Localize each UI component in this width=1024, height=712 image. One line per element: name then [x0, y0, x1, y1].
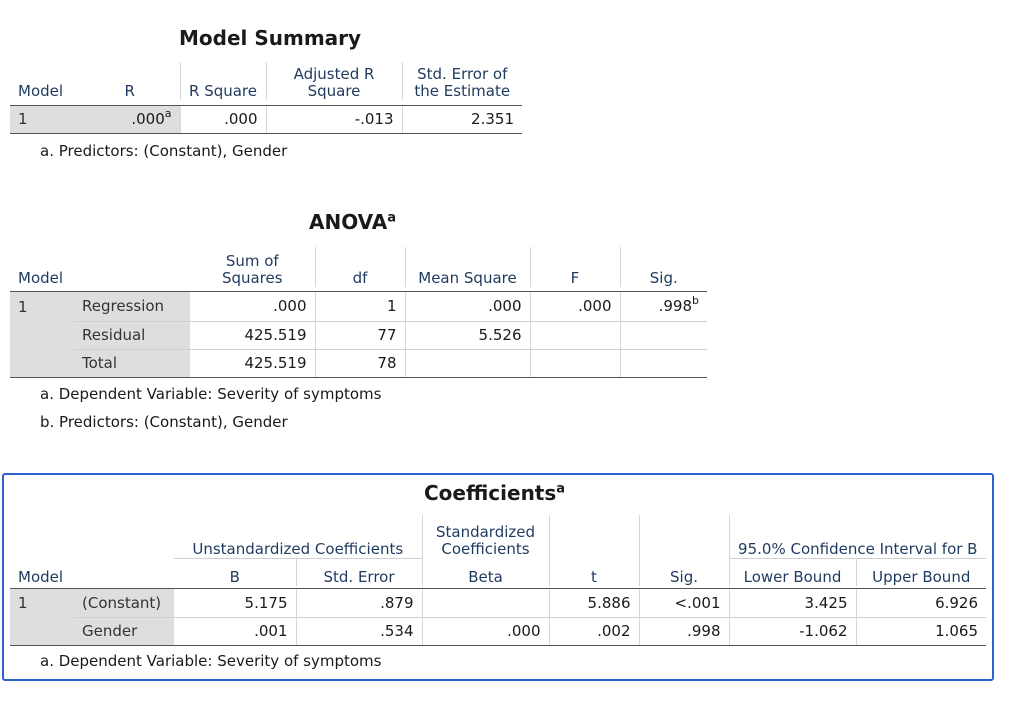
- adj-r-square-value: -.013: [266, 105, 402, 133]
- cell-f: [530, 349, 620, 377]
- header-model: Model: [18, 82, 64, 100]
- cell-sig: [620, 291, 707, 321]
- header-confidence-interval: 95.0% Confidence Interval for B: [729, 515, 986, 558]
- row-label-residual: Residual: [74, 321, 190, 349]
- header-unstandardized-coefficients: Unstandardized Coefficients: [192, 539, 404, 558]
- header-std-error-estimate: Std. Error of the Estimate: [402, 62, 522, 100]
- header-adjusted-r-square: Adjusted R Square: [266, 62, 402, 100]
- cell-beta: .000: [422, 617, 549, 645]
- cell-df: 1: [315, 291, 405, 321]
- cell-lower-bound: 3.425: [729, 588, 856, 617]
- cell-sig: [620, 349, 707, 377]
- anova-title: [309, 210, 396, 234]
- cell-beta: [422, 588, 549, 617]
- header-sig: Sig.: [639, 558, 729, 586]
- table-row: [10, 349, 707, 377]
- coefficients-table: [10, 515, 986, 646]
- anova-title-marker: a: [387, 210, 397, 226]
- cell-std-error: .534: [296, 617, 422, 645]
- std-error-value: 2.351: [402, 105, 522, 133]
- cell-f: [530, 321, 620, 349]
- sig-footnote-marker: b: [692, 294, 699, 307]
- table-row: [10, 588, 986, 617]
- cell-upper-bound: 1.065: [856, 617, 986, 645]
- header-r: R: [124, 82, 135, 100]
- header-model: Model: [18, 269, 64, 287]
- r-value-cell: [80, 105, 180, 133]
- header-f: F: [530, 247, 620, 287]
- anova-footnote-b: b. Predictors: (Constant), Gender: [40, 413, 288, 431]
- cell-df: 77: [315, 321, 405, 349]
- r-footnote-marker: a: [164, 107, 172, 121]
- cell-sig: [620, 321, 707, 349]
- anova-footnote-a: a. Dependent Variable: Severity of symptoms: [40, 385, 382, 403]
- cell-b: .001: [174, 617, 296, 645]
- cell-sig: .998: [639, 617, 729, 645]
- model-summary-table: [10, 62, 522, 134]
- header-sum-of-squares: Sum of Squares: [221, 252, 283, 287]
- row-label-regression: Regression: [74, 291, 190, 321]
- r-square-value: .000: [180, 105, 266, 133]
- cell-upper-bound: 6.926: [856, 588, 986, 617]
- header-df: df: [315, 247, 405, 287]
- row-label-total: Total: [74, 349, 190, 377]
- header-r-square: R Square: [180, 62, 266, 100]
- cell-f: .000: [530, 291, 620, 321]
- cell-sum-sq: .000: [190, 291, 315, 321]
- cell-std-error: .879: [296, 588, 422, 617]
- cell-sum-sq: 425.519: [190, 321, 315, 349]
- header-lower-bound: Lower Bound: [729, 558, 856, 586]
- cell-b: 5.175: [174, 588, 296, 617]
- header-standardized-coefficients: Standardized Coefficients: [422, 515, 549, 558]
- cell-sum-sq: 425.519: [190, 349, 315, 377]
- header-mean-square: Mean Square: [405, 247, 530, 287]
- table-row: [10, 291, 707, 321]
- model-summary-footnote: a. Predictors: (Constant), Gender: [40, 142, 288, 160]
- header-t: t: [549, 558, 639, 586]
- cell-lower-bound: -1.062: [729, 617, 856, 645]
- model-summary-title: Model Summary: [179, 26, 362, 50]
- anova-title-text: ANOVA: [309, 210, 388, 234]
- cell-mean-sq: .000: [405, 291, 530, 321]
- header-upper-bound: Upper Bound: [856, 558, 986, 586]
- coefficients-title-text: Coefficients: [424, 481, 557, 505]
- header-b: B: [174, 558, 296, 586]
- coefficients-title-marker: a: [556, 481, 566, 497]
- sig-value: .998: [658, 297, 693, 315]
- coefficients-title: [424, 481, 565, 505]
- header-std-error: Std. Error: [296, 558, 422, 586]
- anova-table: [10, 247, 707, 378]
- row-label-gender: Gender: [74, 617, 174, 645]
- coefficients-footnote: a. Dependent Variable: Severity of symptoms: [40, 652, 382, 670]
- table-row: [10, 617, 986, 645]
- model-number: 1: [10, 105, 80, 133]
- cell-mean-sq: 5.526: [405, 321, 530, 349]
- cell-sig: <.001: [639, 588, 729, 617]
- cell-mean-sq: [405, 349, 530, 377]
- table-row: [10, 321, 707, 349]
- cell-t: .002: [549, 617, 639, 645]
- model-number: 1: [10, 291, 74, 377]
- header-model: Model: [18, 568, 64, 586]
- header-sig: Sig.: [620, 247, 707, 287]
- cell-t: 5.886: [549, 588, 639, 617]
- header-beta: Beta: [422, 558, 549, 586]
- r-value: .000: [131, 110, 165, 129]
- row-label-constant: (Constant): [74, 588, 174, 617]
- cell-df: 78: [315, 349, 405, 377]
- model-number: 1: [10, 588, 74, 645]
